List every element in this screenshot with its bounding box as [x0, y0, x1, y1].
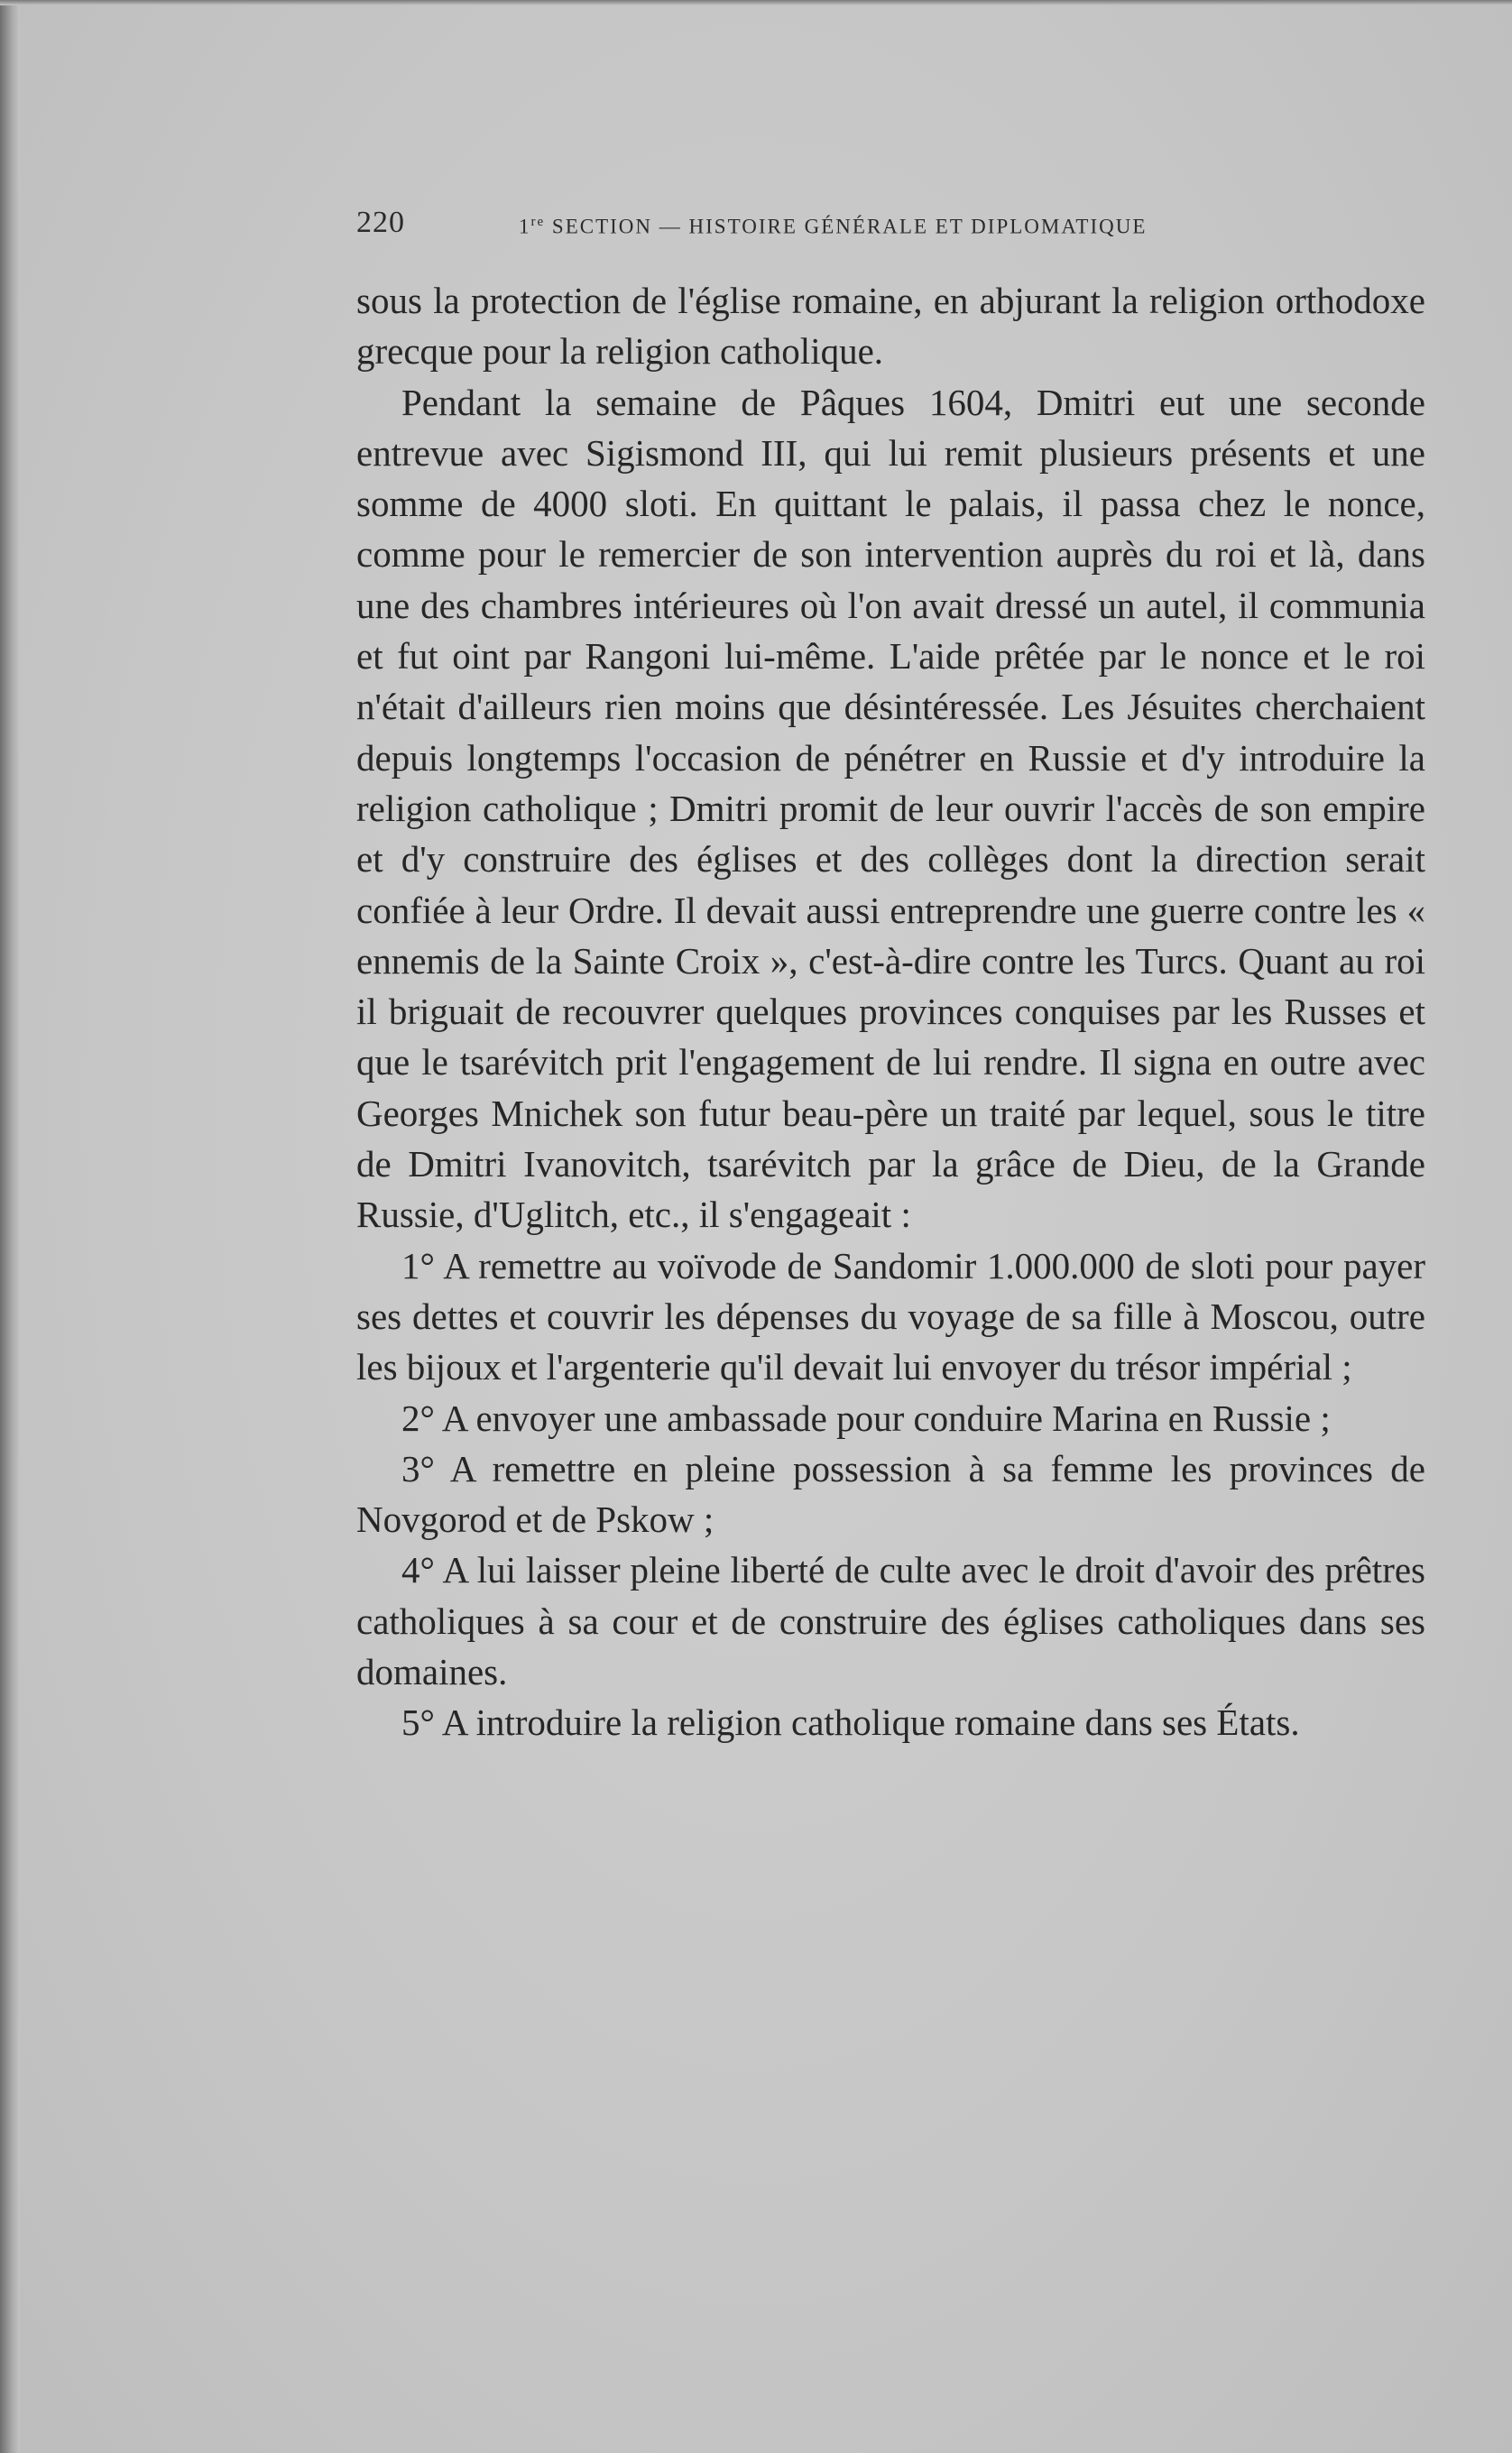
list-item-3: 3° A remettre en pleine possession à sa femme les provinces de Novgorod et de Pskow ;	[356, 1447, 1425, 1541]
paragraph-continuation: sous la protection de l'église romaine, en abjurant la religion orthodoxe grecque pour la religion catholique.	[356, 280, 1425, 373]
list-item-5: 5° A introduire la religion catholique romaine dans ses États.	[401, 1701, 1300, 1744]
list-item-2: 2° A envoyer une ambassade pour conduire Marina en Russie ;	[401, 1397, 1331, 1439]
page-left-edge	[0, 0, 20, 2453]
section-ordinal-suffix: re	[530, 215, 546, 229]
page-number: 220	[356, 206, 405, 239]
paragraph-main: Pendant la semaine de Pâques 1604, Dmitri eut une seconde entrevue avec Sigismond III, qui lui remit plusieurs présents et une somme de 4000 sloti. En quittant le palais, il passa chez le nonce, comme pour le remercier de son intervention auprès du roi et là, dans une des chambres intérieures où l'on avait dressé un autel, il communia et fut oint par Rangoni lui-même. L'aide prêtée par le nonce et le roi n'était d'ailleurs rien moins que désintéressée. Les Jésuites cherchaient depuis longtemps l'occasion de pénétrer en Russie et d'y introduire la religion catholique ; Dmitri promit de leur ouvrir l'accès de son empire et d'y construire des églises et des collèges dont la direction serait confiée à leur Ordre. Il devait aussi entreprendre une guerre contre les « ennemis de la Sainte Croix », c'est-à-dire contre les Turcs. Quant au roi il briguait de recouvrer quelques provinces conquises par les Russes et que le tsarévitch prit l'engagement de lui rendre. Il signa en outre avec Georges Mnichek son futur beau-père un traité par lequel, sous le titre de Dmitri Ivanovitch, tsarévitch par la grâce de Dieu, de la Grande Russie, d'Uglitch, etc., il s'engageait :	[356, 381, 1425, 1236]
body-text	[356, 275, 1425, 1748]
page-top-edge	[0, 0, 1512, 5]
running-head	[356, 206, 1268, 251]
section-title	[519, 215, 1147, 239]
list-item-4: 4° A lui laisser pleine liberté de culte avec le droit d'avoir des prêtres catholiques à sa cour et de construire des églises catholiques dans ses domaines.	[356, 1549, 1425, 1693]
section-title-text: SECTION — HISTOIRE GÉNÉRALE ET DIPLOMATIQUE	[545, 215, 1148, 238]
list-item-1: 1° A remettre au voïvode de Sandomir 1.000.000 de sloti pour payer ses dettes et couvrir les dépenses du voyage de sa fille à Moscou, outre les bijoux et l'argenterie qu'il devait lui envoyer du trésor impérial ;	[356, 1244, 1425, 1388]
section-ordinal: 1	[519, 215, 531, 238]
